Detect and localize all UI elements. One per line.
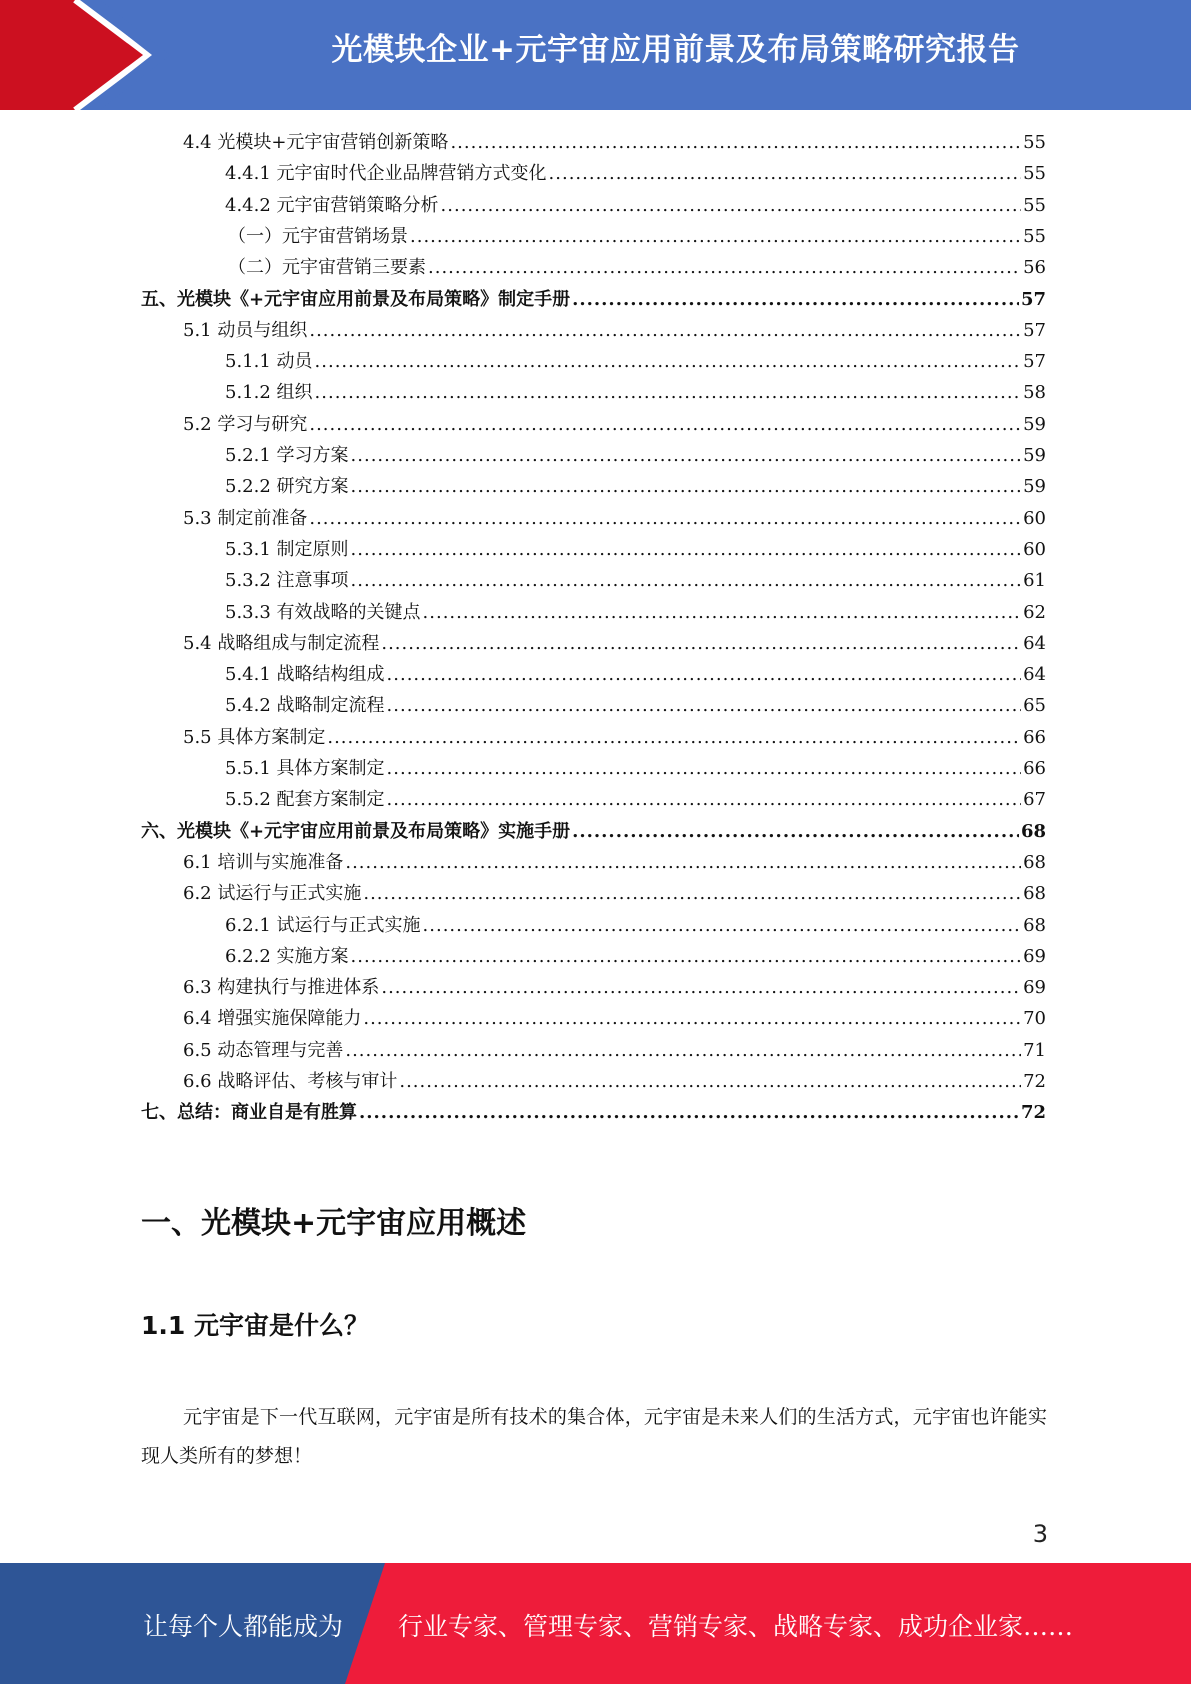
toc-entry-label: 七、总结：商业自是有胜算 [141,1102,357,1124]
toc-entry[interactable] [225,472,1046,502]
toc-dot-leader [423,598,1022,628]
toc-dot-leader [387,785,1022,815]
toc-entry-page: 59 [1023,445,1046,466]
toc-entry-label: 6.1 培训与实施准备 [183,851,344,873]
toc-entry-page: 60 [1023,507,1046,529]
toc-entry-label: 4.4.2 元宇宙营销策略分析 [225,194,439,216]
toc-entry-label: 5.1.1 动员 [225,351,313,373]
toc-entry-label: 5.2 学习与研究 [183,413,308,435]
toc-entry[interactable] [225,754,1046,784]
toc-entry[interactable] [225,942,1046,972]
toc-entry[interactable] [225,378,1046,408]
toc-dot-leader [315,378,1022,408]
toc-dot-leader [351,441,1022,471]
toc-entry-page: 57 [1023,319,1046,341]
toc-dot-leader [345,1036,1021,1066]
toc-entry-label: 5.5.2 配套方案制定 [225,789,385,811]
toc-dot-leader [399,1067,1021,1097]
toc-dot-leader [315,347,1022,377]
toc-entry-page: 57 [1023,351,1046,373]
body-paragraph: 元宇宙是下一代互联网，元宇宙是所有技术的集合体，元宇宙是未来人们的生活方式，元宇宙也许能实现人类所有的梦想！ [141,1406,1047,1467]
toc-entry-page: 60 [1023,538,1046,560]
toc-dot-leader [363,1004,1021,1034]
toc-entry-page: 57 [1020,288,1046,310]
toc-entry-label: （二）元宇宙营销三要素 [228,257,426,279]
toc-entry[interactable] [141,285,1046,315]
toc-entry-page: 58 [1023,382,1046,404]
toc-entry[interactable] [228,222,1046,252]
toc-dot-leader [381,973,1021,1003]
toc-entry[interactable] [225,566,1046,596]
toc-dot-leader [428,253,1021,283]
toc-entry[interactable] [183,410,1046,440]
toc-entry-page: 65 [1023,695,1046,717]
toc-dot-leader [450,128,1021,158]
toc-entry[interactable] [225,660,1046,690]
toc-entry-label: 5.5 具体方案制定 [183,726,326,748]
footer-slogan-right: 行业专家、管理专家、营销专家、战略专家、成功企业家…… [398,1612,1074,1641]
toc-entry-label: 5.1 动员与组织 [183,319,308,341]
toc-entry[interactable] [225,785,1046,815]
toc-dot-leader [345,848,1021,878]
chapter-heading: 一、光模块+元宇宙应用概述 [141,1206,527,1241]
toc-entry-label: 五、光模块《+元宇宙应用前景及布局策略》制定手册 [141,288,571,310]
toc-entry-page: 62 [1023,601,1046,623]
toc-dot-leader [381,629,1021,659]
toc-entry[interactable] [225,159,1046,189]
toc-dot-leader [351,566,1022,596]
toc-entry[interactable] [183,973,1046,1003]
toc-entry-page: 55 [1023,132,1046,153]
toc-entry-page: 68 [1020,820,1046,842]
toc-entry-label: 5.4.2 战略制定流程 [225,695,385,717]
toc-dot-leader [549,159,1022,189]
toc-dot-leader [327,723,1021,753]
toc-dot-leader [423,911,1022,941]
toc-entry-page: 68 [1023,883,1046,905]
toc-entry-page: 70 [1023,1008,1046,1030]
toc-entry[interactable] [228,253,1046,283]
toc-entry-label: 5.1.2 组织 [225,382,313,404]
toc-entry[interactable] [183,1036,1046,1066]
toc-dot-leader [441,191,1022,221]
toc-entry-label: 5.4 战略组成与制定流程 [183,632,380,654]
toc-entry-label: 4.4.1 元宇宙时代企业品牌营销方式变化 [225,163,547,185]
toc-entry[interactable] [183,879,1046,909]
footer-slogan-left: 让每个人都能成为 [143,1612,344,1641]
toc-entry[interactable] [225,911,1046,941]
toc-dot-leader [351,535,1022,565]
toc-entry-page: 72 [1020,1102,1046,1124]
toc-dot-leader [572,285,1019,315]
toc-entry[interactable] [183,1004,1046,1034]
toc-entry-label: 5.2.1 学习方案 [225,445,349,466]
page-footer [0,1563,1191,1684]
toc-entry-page: 66 [1023,758,1046,779]
toc-entry-label: 5.2.2 研究方案 [225,476,349,498]
toc-dot-leader [309,316,1021,346]
toc-entry-label: 6.2.2 实施方案 [225,945,349,967]
toc-dot-leader [351,472,1022,502]
toc-entry[interactable] [225,191,1046,221]
toc-entry-page: 55 [1023,194,1046,216]
toc-entry[interactable] [183,504,1046,534]
toc-entry-page: 72 [1023,1071,1046,1092]
toc-entry[interactable] [225,598,1046,628]
report-title: 光模块企业+元宇宙应用前景及布局策略研究报告 [331,32,1020,68]
toc-entry-label: 6.2 试运行与正式实施 [183,883,362,905]
toc-entry-page: 68 [1023,914,1046,936]
toc-entry-label: 六、光模块《+元宇宙应用前景及布局策略》实施手册 [141,820,571,842]
toc-dot-leader [387,660,1022,690]
toc-entry-page: 68 [1023,851,1046,873]
toc-entry-page: 64 [1023,664,1046,686]
toc-dot-leader [387,754,1022,784]
toc-entry-page: 59 [1023,476,1046,498]
toc-entry[interactable] [141,1098,1046,1128]
toc-entry[interactable] [141,817,1046,847]
toc-entry[interactable] [183,128,1046,158]
toc-entry-label: 6.4 增强实施保障能力 [183,1008,362,1030]
toc-entry-page: 69 [1023,945,1046,967]
toc-dot-leader [351,942,1022,972]
toc-entry[interactable] [183,316,1046,346]
toc-entry-label: （一）元宇宙营销场景 [228,225,408,247]
toc-entry-label: 5.3 制定前准备 [183,507,308,529]
toc-dot-leader [387,691,1022,721]
toc-entry-label: 5.3.2 注意事项 [225,570,349,592]
toc-entry-label: 5.5.1 具体方案制定 [225,758,385,779]
page-header [0,0,1191,110]
toc-entry-label: 6.5 动态管理与完善 [183,1039,344,1061]
toc-dot-leader [359,1098,1019,1128]
toc-dot-leader [363,879,1021,909]
toc-entry-label: 6.2.1 试运行与正式实施 [225,914,421,936]
toc-dot-leader [309,410,1021,440]
toc-entry[interactable] [225,441,1046,471]
toc-entry[interactable] [183,723,1046,753]
toc-entry[interactable] [225,535,1046,565]
page-number: 3 [1032,1520,1048,1548]
toc-entry-page: 71 [1023,1039,1046,1061]
toc-entry-label: 4.4 光模块+元宇宙营销创新策略 [183,132,449,153]
toc-entry-page: 56 [1023,257,1046,279]
toc-entry-label: 5.3.1 制定原则 [225,538,349,560]
toc-entry-page: 55 [1023,225,1046,247]
toc-entry-page: 61 [1023,570,1046,592]
toc-entry[interactable] [225,691,1046,721]
toc-entry-page: 55 [1023,163,1046,185]
toc-entry[interactable] [183,629,1046,659]
toc-entry[interactable] [183,848,1046,878]
toc-entry-page: 69 [1023,977,1046,999]
toc-entry-label: 5.3.3 有效战略的关键点 [225,601,421,623]
toc-entry-page: 59 [1023,413,1046,435]
section-heading: 1.1 元宇宙是什么？ [141,1311,369,1340]
toc-entry-label: 6.6 战略评估、考核与审计 [183,1071,398,1092]
toc-dot-leader [572,817,1019,847]
toc-entry-label: 5.4.1 战略结构组成 [225,664,385,686]
toc-entry[interactable] [225,347,1046,377]
toc-dot-leader [309,504,1021,534]
toc-dot-leader [410,222,1021,252]
toc-entry-label: 6.3 构建执行与推进体系 [183,977,380,999]
toc-entry-page: 66 [1023,726,1046,748]
toc-entry-page: 67 [1023,789,1046,811]
toc-entry-page: 64 [1023,632,1046,654]
toc-entry[interactable] [183,1067,1046,1097]
